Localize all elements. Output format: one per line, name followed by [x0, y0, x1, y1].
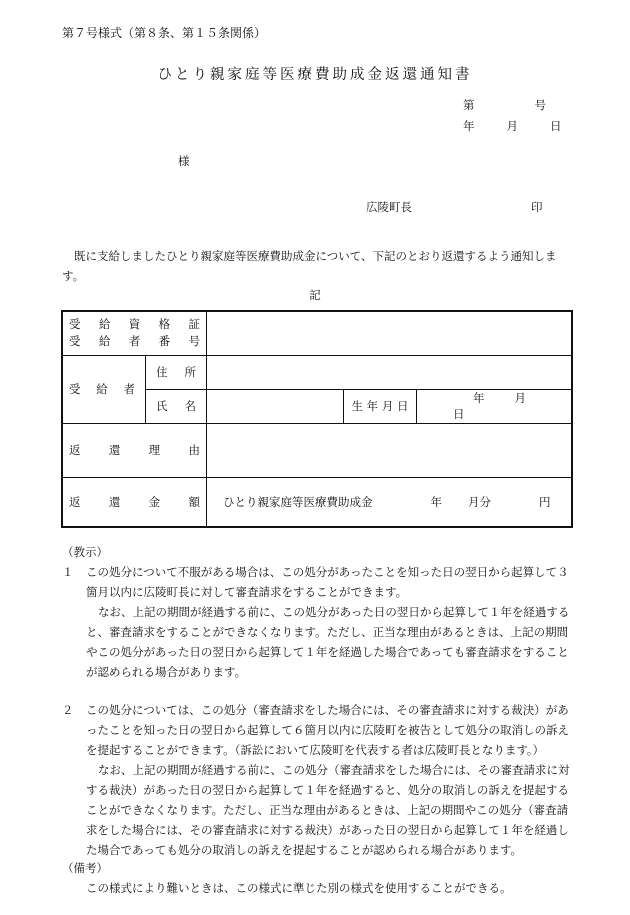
- instructions-heading: （教示）: [62, 545, 108, 559]
- ki-label: 記: [309, 288, 321, 302]
- amount-item: ひとり親家庭等医療費助成金: [223, 494, 373, 509]
- name-value-cell: [207, 389, 344, 423]
- recipient-label-cell: 受 給 者: [62, 355, 146, 423]
- form-number: 第７号様式（第８条、第１５条関係）: [62, 26, 267, 40]
- amount-label-cell: 返 還 金 額: [62, 477, 207, 527]
- reason-label-cell: 返 還 理 由: [62, 423, 207, 477]
- reason-value-cell: [207, 423, 573, 477]
- cert-number-value-cell: [207, 311, 573, 355]
- address-label-cell: 住 所: [146, 355, 207, 389]
- amount-year: 年: [430, 494, 442, 509]
- birthdate-value-cell: [417, 389, 573, 423]
- remarks-heading: （備考）: [62, 861, 108, 875]
- instructions-section: [62, 542, 574, 860]
- intro-text: 既に支給しましたひとり親家庭等医療費助成金について、下記のとおり返還するよう通知します。: [62, 249, 557, 283]
- birth-year: 年: [473, 391, 485, 405]
- instruction-paragraph: この処分について不服がある場合は、この処分があったことを知った日の翌日から起算して３箇月以内に広陵町長に対して審査請求をすることができます。: [86, 565, 569, 599]
- date-day: 日: [550, 119, 562, 133]
- details-table: [61, 310, 573, 528]
- instruction-number: ２: [62, 703, 74, 717]
- cert-label-line2: 受 給 者 番 号: [69, 334, 200, 349]
- amount-month: 月分: [468, 494, 491, 509]
- cert-label-line1: 受 給 資 格 証: [69, 317, 200, 332]
- address-value-cell: [207, 355, 573, 389]
- date-month: 月: [506, 119, 518, 133]
- document-title: ひとり親家庭等医療費助成金返還通知書: [157, 67, 473, 83]
- instruction-paragraph: なお、上記の期間が経過する前に、この処分（審査請求をした場合には、その審査請求に対する裁決）があった日の翌日から起算して１年を経過すると、処分の取消しの訴えを提起することができなくなります。ただし、正当な理由があるときは、上記の期間やこの処分（審査請求をした場合には、その審査請求に対する裁決）があった日の翌日から起算して１年を経過した場合であっても処分の取消しの訴えを提起することが認められる場合があります。: [86, 763, 570, 857]
- birthdate-label-cell: 生 年 月 日: [344, 389, 417, 423]
- amount-yen: 円: [539, 494, 551, 509]
- birth-month: 月: [514, 391, 526, 405]
- cert-label-cell: [62, 311, 207, 355]
- table-row-address: [62, 355, 572, 389]
- table-row-amount: [62, 477, 572, 527]
- instruction-item-1: [62, 562, 574, 682]
- table-row-reason: [62, 423, 572, 477]
- name-label-cell: 氏 名: [146, 389, 207, 423]
- instruction-paragraph: なお、上記の期間が経過する前に、この処分があった日の翌日から起算して１年を経過すると、審査請求をすることができなくなります。ただし、正当な理由があるときは、上記の期間やこの処分があった日の翌日から起算して１年を経過した場合であっても審査請求をすることが認められる場合があります。: [86, 605, 570, 679]
- document-number-line: [463, 97, 546, 113]
- birth-day: 日: [453, 407, 465, 421]
- instruction-paragraph: この処分については、この処分（審査請求をした場合には、その審査請求に対する裁決）があったことを知った日の翌日から起算して６箇月以内に広陵町を被告として処分の取消しの訴えを提起することができます。（訴訟において広陵町を代表する者は広陵町長となります。）: [86, 703, 569, 757]
- number-suffix: 号: [534, 98, 546, 112]
- remarks-body: この様式により難いときは、この様式に準じた別の様式を使用することができる。: [86, 881, 512, 895]
- amount-value-cell: [207, 477, 573, 527]
- date-year: 年: [463, 119, 475, 133]
- addressee-suffix: 様: [178, 154, 190, 168]
- issuer-name: 広陵町長: [366, 200, 412, 214]
- document-date-line: [463, 118, 562, 134]
- number-prefix: 第: [463, 98, 475, 112]
- instruction-number: １: [62, 565, 74, 579]
- instruction-item-2: [62, 700, 574, 860]
- seal-mark: 印: [531, 200, 543, 214]
- table-row-cert: [62, 311, 572, 355]
- remarks-section: [62, 858, 574, 898]
